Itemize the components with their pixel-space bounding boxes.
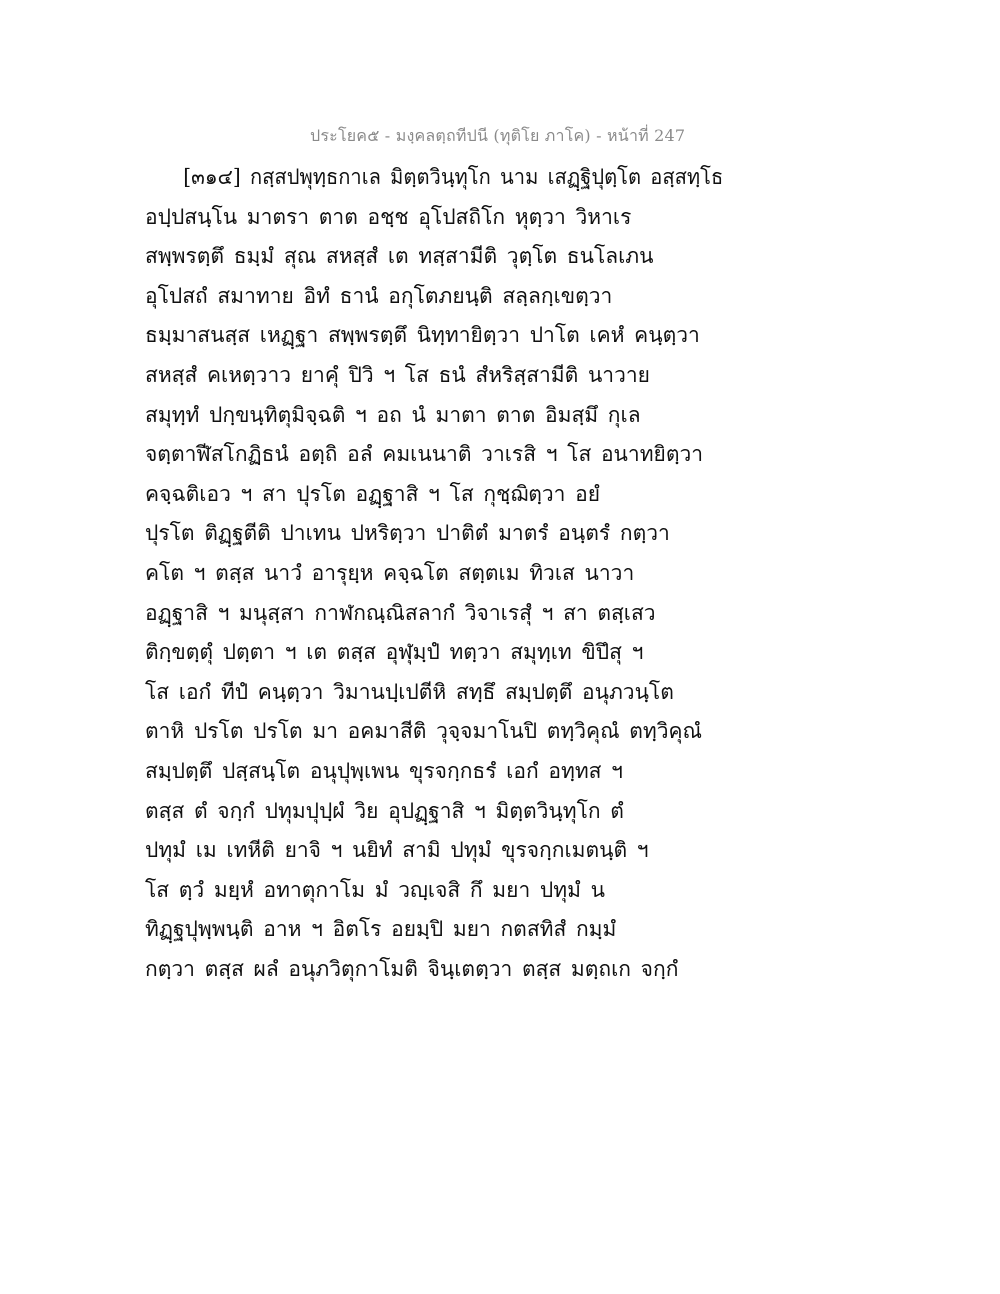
text-line: ตสฺส ตํ จกฺกํ ปทุมปุปฺผํ วิย อุปฏฺฐาสิ ฯ มิตฺตวินฺทุโก ตํ	[145, 798, 624, 823]
body-text	[145, 158, 725, 989]
running-header: ประโยค๕ - มงฺคลตฺถทีปนี (ทุติโย ภาโค) - หน้าที่ 247	[310, 126, 686, 145]
text-line: อุโปสถํ สมาทาย อิทํ ธานํ อกุโตภยนฺติ สลฺลกฺเขตฺวา	[145, 283, 613, 308]
text-line: ปทุมํ เม เทหีติ ยาจิ ฯ นยิทํ สามิ ปทุมํ ขุรจกฺกเมตนฺติ ฯ	[145, 838, 649, 863]
text-line: ปุรโต ติฏฺฐตีติ ปาเทน ปหริตฺวา ปาติตํ มาตรํ อนฺตรํ กตฺวา	[145, 521, 670, 546]
text-line: สพฺพรตฺตึ ธมฺมํ สุณ สหสฺสํ เต ทสฺสามีติ วุตฺโต ธนโลเภน	[145, 244, 654, 269]
text-line: อปฺปสนฺโน มาตรา ตาต อชฺช อุโปสถิโก หุตฺวา วิหาเร	[145, 204, 632, 229]
text-line: สหสฺสํ คเหตฺวาว ยาคุํ ปิวิ ฯ โส ธนํ สํหริสฺสามีติ นาวาย	[145, 362, 650, 387]
text-line: ติกฺขตฺตุํ ปตฺตา ฯ เต ตสฺส อุฬุมฺปํ ทตฺวา สมุทฺเท ขิปึสุ ฯ	[145, 640, 644, 665]
text-line: อฏฺฐาสิ ฯ มนุสฺสา กาฬกณฺณิสลากํ วิจาเรสุํ ฯ สา ตสฺเสว	[145, 600, 656, 625]
text-line: จตฺตาฬีสโกฏิธนํ อตฺถิ อลํ คมเนนาติ วาเรสิ ฯ โส อนาทยิตฺวา	[145, 442, 704, 467]
text-line: สมุทฺทํ ปกฺขนฺทิตุมิจฺฉติ ฯ อถ นํ มาตา ตาต อิมสฺมึ กุเล	[145, 402, 641, 427]
text-line: โส เอกํ ทีปํ คนฺตฺวา วิมานปฺเปตีหิ สทฺธึ สมฺปตฺตึ อนุภวนฺโต	[145, 679, 674, 704]
text-line: คโต ฯ ตสฺส นาวํ อารุยฺห คจฺฉโต สตฺตเม ทิวเส นาวา	[145, 560, 635, 585]
text-line: สมฺปตฺตึ ปสฺสนฺโต อนุปุพฺเพน ขุรจกฺกธรํ เอกํ อทฺทส ฯ	[145, 758, 623, 783]
text-line: ทิฏฺฐปุพฺพนฺติ อาห ฯ อิตโร อยมฺปิ มยา กตสทิสํ กมฺมํ	[145, 917, 617, 942]
text-line: โส ตฺวํ มยฺหํ อทาตุกาโม มํ วญฺเจสิ กึ มยา ปทุมํ น	[145, 877, 605, 902]
text-line: กตฺวา ตสฺส ผลํ อนุภวิตุกาโมติ จินฺเตตฺวา ตสฺส มตฺถเก จกฺกํ	[145, 956, 679, 981]
text-line: คจฺฉติเอว ฯ สา ปุรโต อฏฺฐาสิ ฯ โส กุชฺฌิตฺวา อยํ	[145, 481, 601, 506]
text-line: ธมฺมาสนสฺส เหฏฺฐา สพฺพรตฺตึ นิทฺทายิตฺวา ปาโต เคหํ คนฺตฺวา	[145, 323, 700, 348]
text-line: ตาหิ ปรโต ปรโต มา อคมาสีติ วุจฺจมาโนปิ ตทฺวิคุณํ ตทฺวิคุณํ	[145, 719, 703, 744]
text-line: [๓๑๔] กสฺสปพุทฺธกาเล มิตฺตวินฺทุโก นาม เสฏฺฐิปุตฺโต อสฺสทฺโธ	[183, 165, 724, 189]
